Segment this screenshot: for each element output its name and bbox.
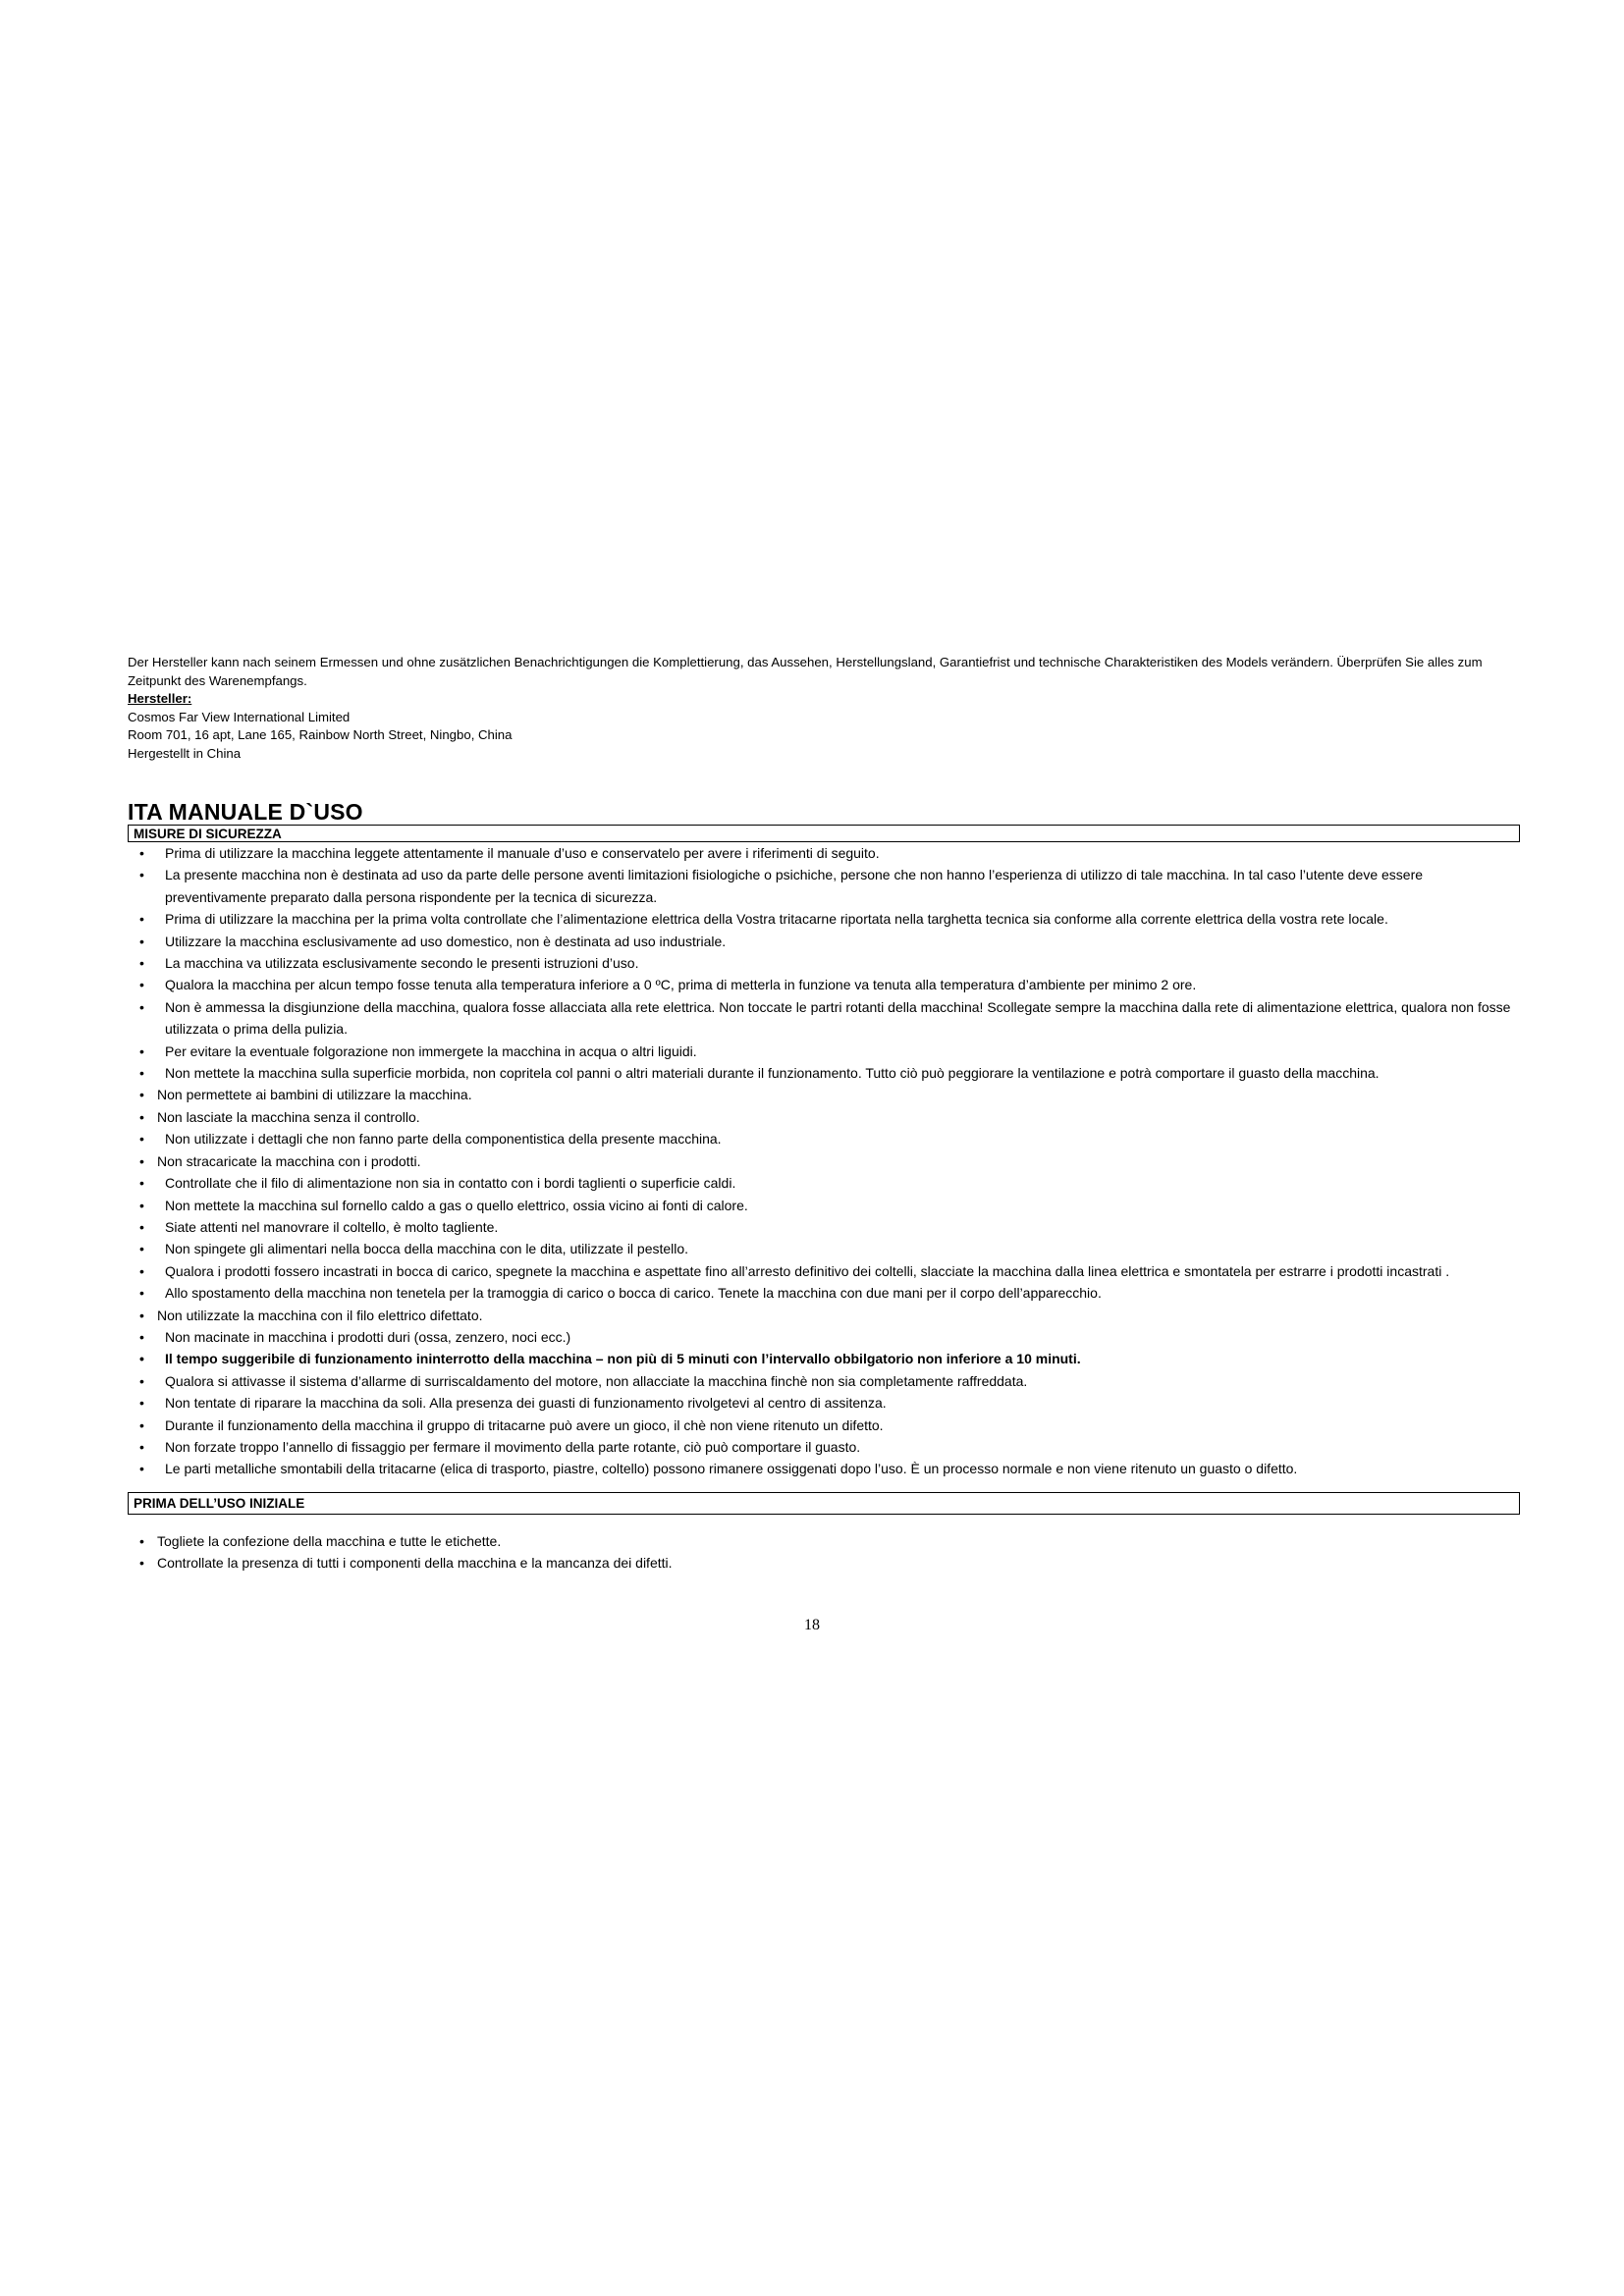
list-item: • La macchina va utilizzata esclusivamente secondo le presenti istruzioni d’uso. [128, 952, 1522, 974]
bullet-icon: • [139, 998, 144, 1015]
german-manufacturer-note [128, 654, 1522, 763]
bullet-icon: • [139, 1065, 144, 1082]
bullet-icon: • [139, 1175, 144, 1192]
list-item: • Non è ammessa la disgiunzione della macchina, qualora fosse allacciata alla rete elettrica. Non toccate le partri rotanti della macchina! Scollegate sempre la macchina dalla rete di alimentazione elettrica, qualora non fosse utilizzata o prima della pulizia. [128, 996, 1522, 1041]
bullet-icon: • [139, 1307, 144, 1323]
bullet-icon: • [139, 1532, 144, 1549]
list-item: • Siate attenti nel manovrare il coltello, è molto tagliente. [128, 1216, 1522, 1238]
bullet-icon: • [139, 1438, 144, 1455]
list-item: • Non macinate in macchina i prodotti duri (ossa, zenzero, noci ecc.) [128, 1326, 1522, 1348]
list-item: • Controllate la presenza di tutti i componenti della macchina e la mancanza dei difetti. [128, 1552, 1522, 1574]
list-item: • La presente macchina non è destinata ad uso da parte delle persone aventi limitazioni fisiologiche o psichiche, persone che non hanno l’esperienza di utilizzo di tale macchina. In tal caso l’utente deve essere preventivamente preparato dalla persona rispondente per la tecnica di sicurezza. [128, 864, 1522, 908]
bullet-icon: • [139, 1555, 144, 1572]
bullet-icon: • [139, 1461, 144, 1477]
list-item: • Il tempo suggeribile di funzionamento ininterrotto della macchina – non più di 5 minuti con l’intervallo obbilgatorio non inferiore a 10 minuti. [128, 1348, 1522, 1369]
german-disclaimer: Der Hersteller kann nach seinem Ermessen und ohne zusätzlichen Benachrichtigungen die Komplettierung, das Aussehen, Herstellungsland, Garantiefrist und technische Charakteristiken des Models verändern. Überprüfen Sie alles zum Zeitpunkt des Warenempfangs. [128, 655, 1483, 688]
manual-title: ITA MANUALE D`USO [128, 799, 363, 825]
bullet-icon: • [139, 1262, 144, 1279]
first-use-list [128, 1530, 1522, 1575]
list-item: • Non lasciate la macchina senza il controllo. [128, 1106, 1522, 1128]
bullet-icon: • [139, 1328, 144, 1345]
bullet-icon: • [139, 1108, 144, 1125]
bullet-icon: • [139, 1152, 144, 1169]
bullet-icon: • [139, 1218, 144, 1235]
safety-list [128, 842, 1522, 1480]
list-item: • Non spingete gli alimentari nella bocca della macchina con le dita, utilizzate il pestello. [128, 1238, 1522, 1259]
safety-section-title: MISURE DI SICUREZZA [128, 825, 1520, 842]
list-item: • Qualora si attivasse il sistema d’allarme di surriscaldamento del motore, non allacciate la macchina finchè non sia completamente raffreddata. [128, 1370, 1522, 1392]
bullet-icon: • [139, 933, 144, 949]
bullet-icon: • [139, 1087, 144, 1103]
page-content [128, 654, 1522, 1575]
list-item: • Non permettete ai bambini di utilizzare la macchina. [128, 1084, 1522, 1105]
list-item: • Non tentate di riparare la macchina da soli. Alla presenza dei guasti di funzionamento rivolgetevi al centro di assitenza. [128, 1392, 1522, 1414]
list-item: • Durante il funzionamento della macchina il gruppo di tritacarne può avere un gioco, il chè non viene ritenuto un difetto. [128, 1415, 1522, 1436]
list-item: • Togliete la confezione della macchina e tutte le etichette. [128, 1530, 1522, 1552]
bullet-icon: • [139, 845, 144, 861]
list-item: • Non utilizzate la macchina con il filo elettrico difettato. [128, 1305, 1522, 1326]
bullet-icon: • [139, 1131, 144, 1148]
bullet-icon: • [139, 1241, 144, 1257]
bullet-icon: • [139, 867, 144, 883]
list-item: • Prima di utilizzare la macchina per la prima volta controllate che l’alimentazione elettrica della Vostra tritacarne riportata nella targhetta tecnica sia conforme alla corrente elettrica della vostra rete locale. [128, 908, 1522, 930]
list-item: • Non utilizzate i dettagli che non fanno parte della componentistica della presente macchina. [128, 1128, 1522, 1149]
list-item: • Non forzate troppo l’annello di fissaggio per fermare il movimento della parte rotante, ciò può comportare il guasto. [128, 1436, 1522, 1458]
list-item: • Utilizzare la macchina esclusivamente ad uso domestico, non è destinata ad uso industriale. [128, 931, 1522, 952]
made-in-label: Hergestellt in China [128, 745, 242, 761]
bullet-icon: • [139, 911, 144, 928]
list-item: • Le parti metalliche smontabili della tritacarne (elica di trasporto, piastre, coltello) possono rimanere ossiggenati dopo l’uso. È un processo normale e non viene ritenuto un guasto o difetto. [128, 1458, 1522, 1479]
bullet-icon: • [139, 1285, 144, 1302]
list-item: • Prima di utilizzare la macchina leggete attentamente il manuale d’uso e conservatelo per avere i riferimenti di seguito. [128, 842, 1522, 864]
list-item: • Non mettete la macchina sulla superficie morbida, non copritela col panni o altri materiali durante il funzionamento. Tutto ciò può peggiorare la ventilazione e potrà comportare il guasto della macchina. [128, 1062, 1522, 1084]
bullet-icon: • [139, 1372, 144, 1389]
bullet-icon: • [139, 1042, 144, 1059]
list-item: • Qualora i prodotti fossero incastrati in bocca di carico, spegnete la macchina e aspettate fino all’arresto definitivo dei coltelli, slacciate la macchina dalla linea elettrica e smontatela per estrarre i prodotti incastrati . [128, 1260, 1522, 1282]
manufacturer-address: Room 701, 16 apt, Lane 165, Rainbow North Street, Ningbo, China [128, 727, 513, 742]
manufacturer-company: Cosmos Far View International Limited [128, 709, 351, 724]
list-item: • Non mettete la macchina sul fornello caldo a gas o quello elettrico, ossia vicino ai fonti di calore. [128, 1195, 1522, 1216]
bullet-icon: • [139, 977, 144, 993]
list-item: • Qualora la macchina per alcun tempo fosse tenuta alla temperatura inferiore a 0 ºC, prima di metterla in funzione va tenuta alla temperatura d’ambiente per minimo 2 ore. [128, 974, 1522, 995]
bullet-icon: • [139, 1351, 144, 1367]
list-item: • Controllate che il filo di alimentazione non sia in contatto con i bordi taglienti o superficie caldi. [128, 1172, 1522, 1194]
manufacturer-label: Hersteller: [128, 691, 192, 706]
list-item: • Per evitare la eventuale folgorazione non immergete la macchina in acqua o altri liguidi. [128, 1041, 1522, 1062]
bullet-icon: • [139, 955, 144, 972]
bullet-icon: • [139, 1416, 144, 1433]
page-number: 18 [804, 1617, 820, 1633]
list-item: • Non stracaricate la macchina con i prodotti. [128, 1150, 1522, 1172]
bullet-icon: • [139, 1395, 144, 1412]
list-item: • Allo spostamento della macchina non tenetela per la tramoggia di carico o bocca di carico. Tenete la macchina con due mani per il corpo dell’apparecchio. [128, 1282, 1522, 1304]
first-use-section-title: PRIMA DELL’USO INIZIALE [128, 1492, 1520, 1515]
bullet-icon: • [139, 1197, 144, 1213]
